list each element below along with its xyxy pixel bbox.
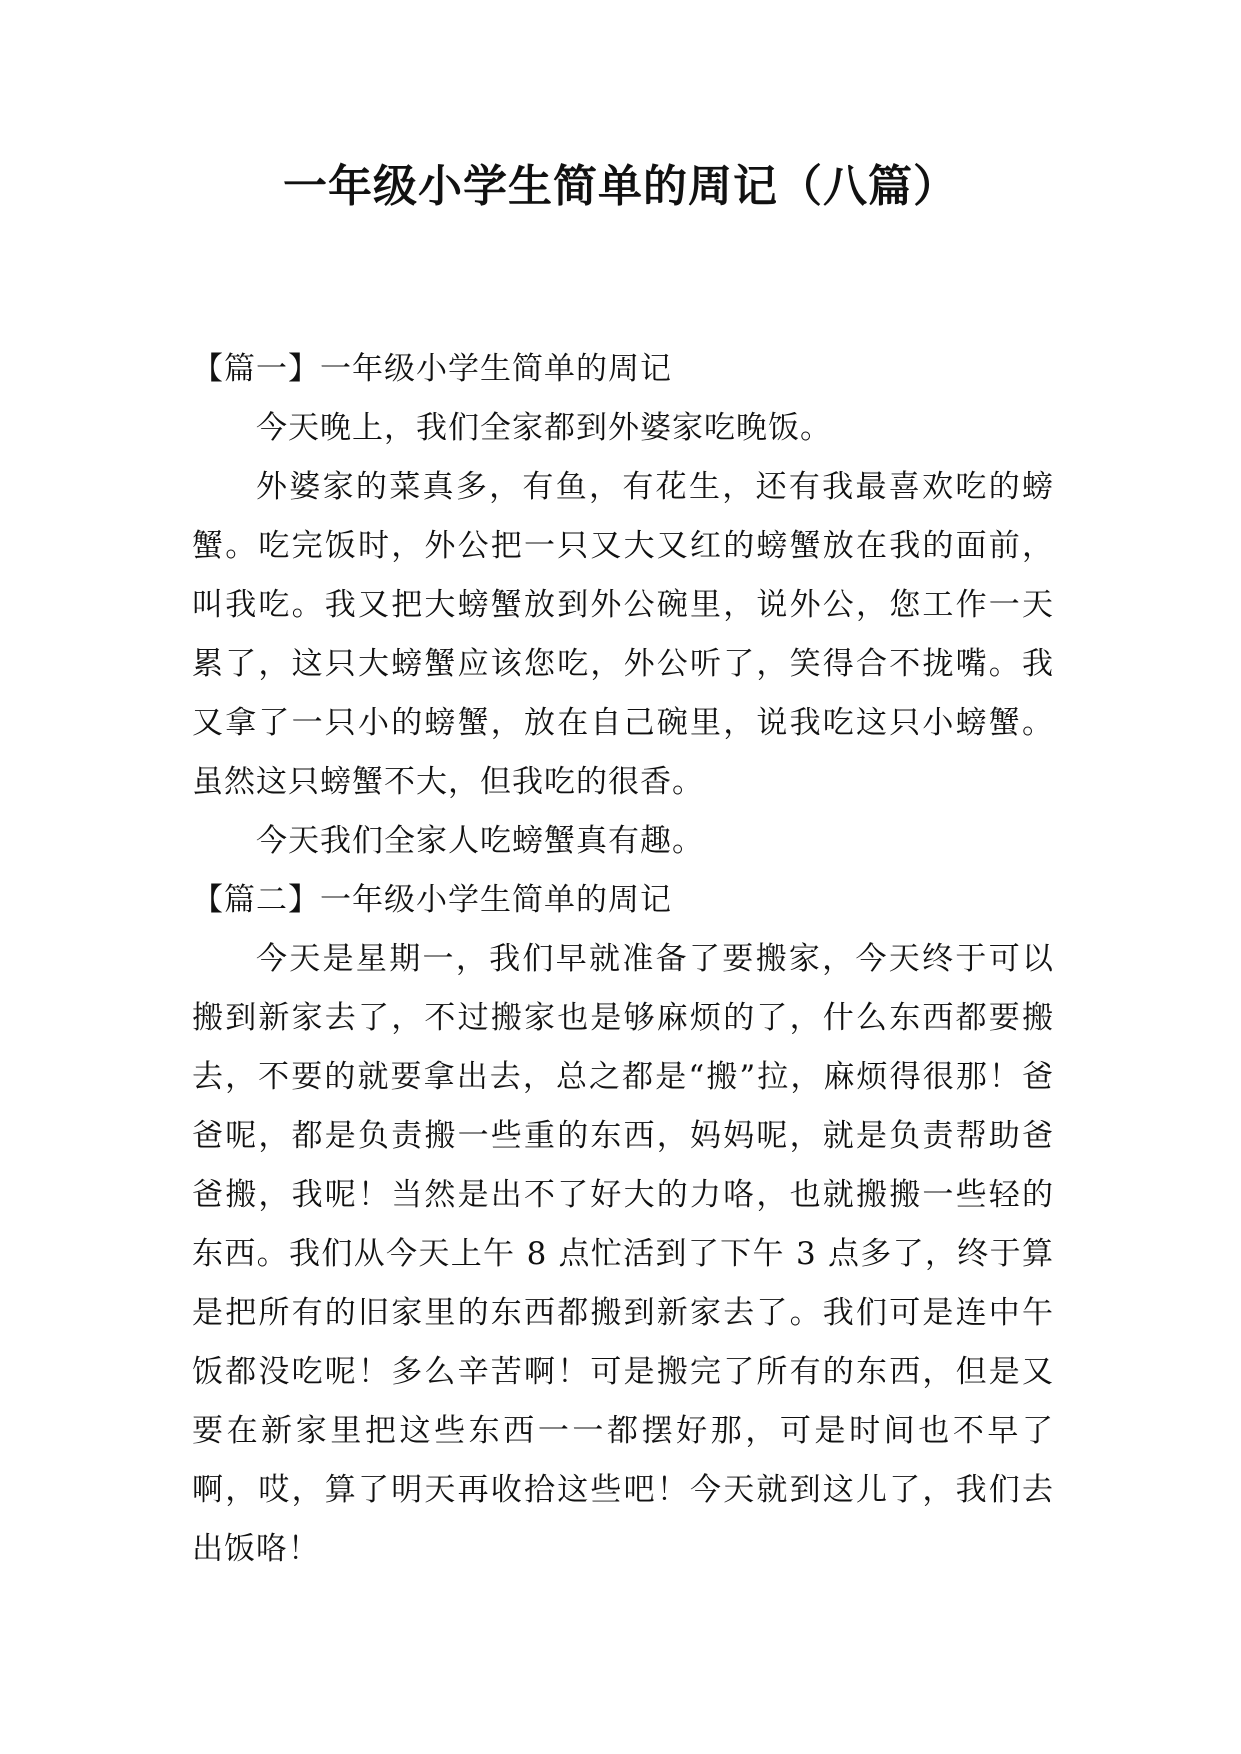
document-title: 一年级小学生简单的周记（八篇） [283, 161, 958, 212]
section-1 [192, 340, 1054, 871]
paragraph: 外婆家的菜真多，有鱼，有花生，还有我最喜欢吃的螃蟹。吃完饭时，外公把一只又大又红的螃蟹放在我的面前，叫我吃。我又把大螃蟹放到外公碗里，说外公，您工作一天累了，这只大螃蟹应该您吃，外公听了，笑得合不拢嘴。我又拿了一只小的螃蟹，放在自己碗里，说我吃这只小螃蟹。虽然这只螃蟹不大，但我吃的很香。 [192, 469, 1054, 800]
paragraph: 今天晚上，我们全家都到外婆家吃晚饭。 [256, 410, 832, 446]
paragraph: 今天是星期一，我们早就准备了要搬家，今天终于可以搬到新家去了，不过搬家也是够麻烦的了，什么东西都要搬去，不要的就要拿出去，总之都是“搬”拉，麻烦得很那！爸爸呢，都是负责搬一些重的东西，妈妈呢，就是负责帮助爸爸搬，我呢！当然是出不了好大的力咯，也就搬搬一些轻的东西。我们从今天上午 8 点忙活到了下午 3 点多了，终于算是把所有的旧家里的东西都搬到新家去了。我们可是连中午饭都没吃呢！多么辛苦啊！可是搬完了所有的东西，但是又要在新家里把这些东西一一都摆好那，可是时间也不早了啊，哎，算了明天再收拾这些吧！今天就到这儿了，我们去出饭咯！ [192, 941, 1054, 1567]
section-heading: 【篇一】一年级小学生简单的周记 [192, 351, 672, 387]
section-2 [192, 871, 1054, 1579]
section-heading: 【篇二】一年级小学生简单的周记 [192, 882, 672, 918]
paragraph: 今天我们全家人吃螃蟹真有趣。 [256, 823, 704, 859]
document-body [192, 340, 1054, 1579]
